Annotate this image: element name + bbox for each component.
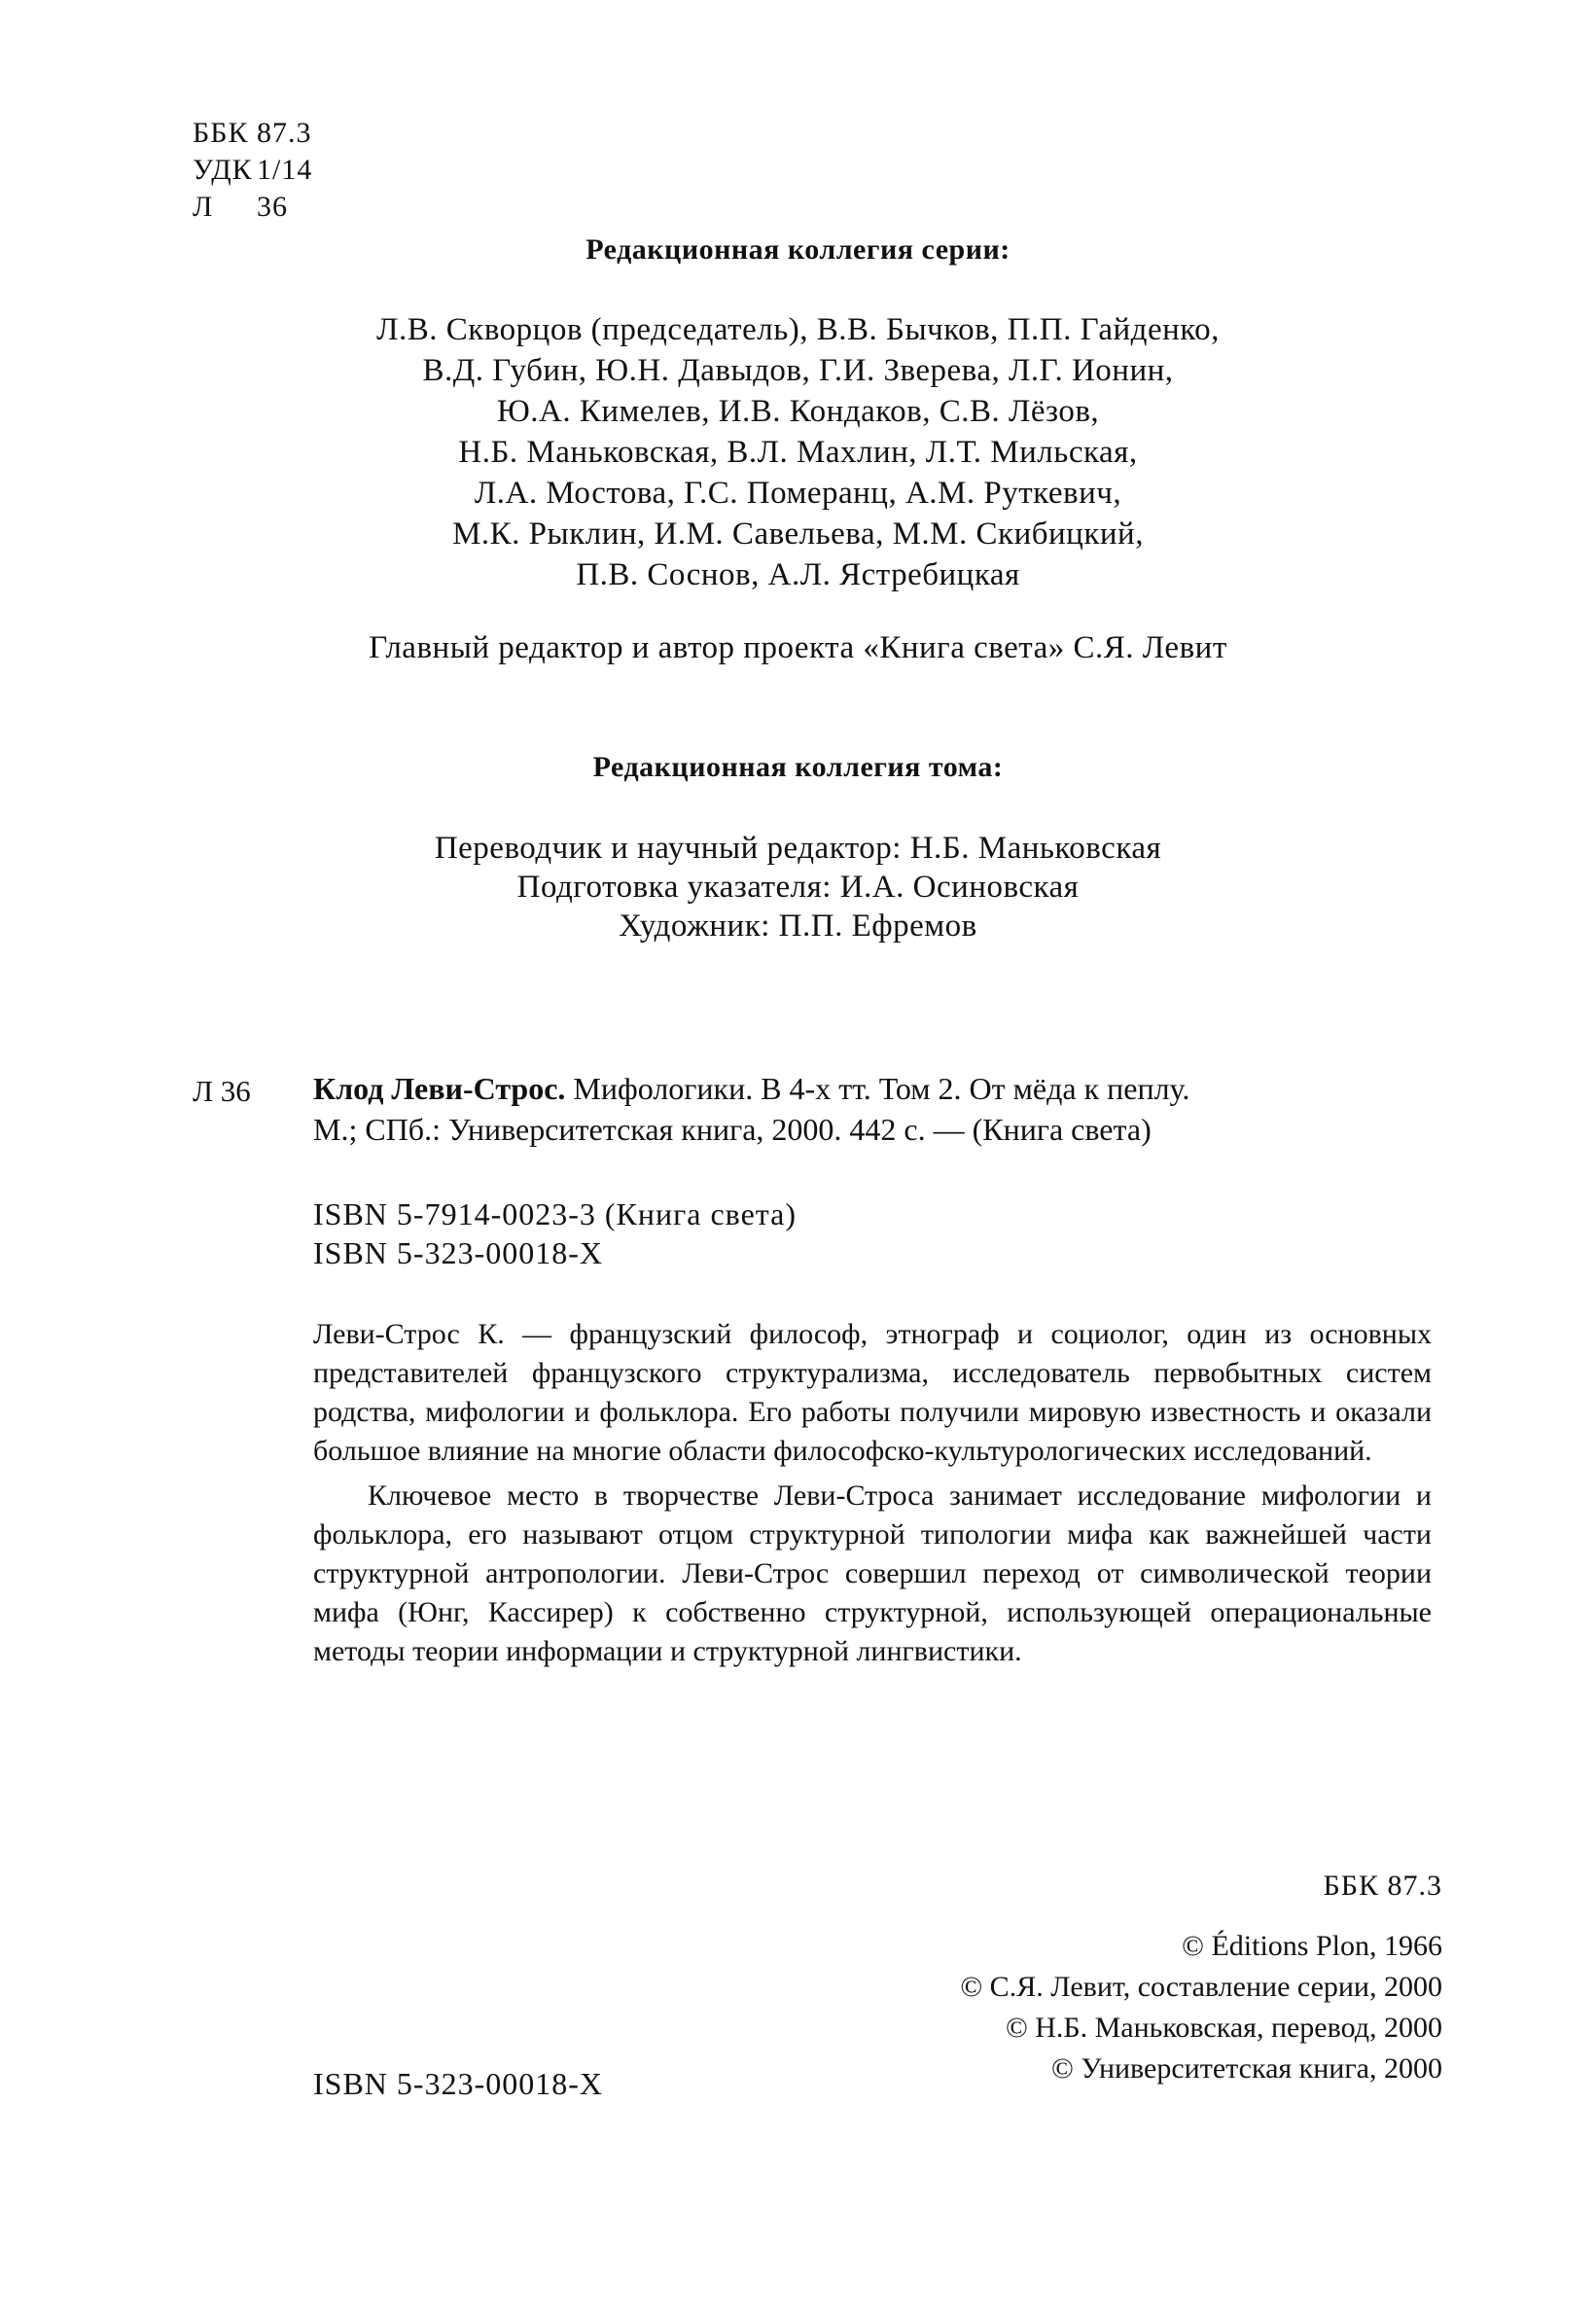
classification-value: 36 [257,191,288,223]
classification-codes [193,115,312,226]
volume-board-line: Художник: П.П. Ефремов [619,909,977,944]
copyright-line: © С.Я. Левит, составление серии, 2000 [960,1971,1442,2003]
series-board-line: М.К. Рыклин, И.М. Савельева, М.М. Скибицкий, [452,517,1144,552]
isbn-list [313,1194,797,1272]
classification-value: 1/14 [257,154,313,186]
catalog-title-line [313,1068,1189,1109]
copyright-notices [960,1926,1442,2089]
copyright-line: © Н.Б. Маньковская, перевод, 2000 [1005,2012,1442,2044]
isbn-bottom: ISBN 5-323-00018-X [313,2066,603,2101]
annotation-paragraph: Ключевое место в творчестве Леви-Строса занимает исследование мифологии и фольклора, его называют отцом структурной типологии мифа как важнейшей части структурной антропологии. Леви-Строс совершил переход от символической теории мифа (Юнг, Кассирер) к собственно структурной, использующей операциональные методы теории информации и структурной лингвистики. [313,1479,1432,1667]
classification-row-udk [193,152,312,189]
classification-row-bbk [193,115,312,152]
series-board-members [0,309,1596,595]
series-board-line: П.В. Соснов, А.Л. Ястребицкая [576,557,1020,592]
series-board-line: Л.А. Мостова, Г.С. Померанц, А.М. Руткевич, [474,476,1122,511]
catalog-title: Мифологики. В 4-х тт. Том 2. От мёда к пеплу. [573,1071,1190,1106]
classification-key: ББК [193,117,249,149]
classification-key: УДК [193,154,253,186]
classification-row-author-mark [193,189,312,226]
series-board-line: Л.В. Скворцов (председатель), В.В. Бычков, П.П. Гайденко, [376,312,1220,347]
isbn-line: ISBN 5-323-00018-X [313,1235,603,1270]
chief-editor-line: Главный редактор и автор проекта «Книга света» С.Я. Левит [369,630,1227,665]
copyright-line: © Éditions Plon, 1966 [1182,1930,1442,1962]
annotation [313,1315,1432,1671]
catalog-imprint: М.; СПб.: Университетская книга, 2000. 442 с. — (Книга света) [313,1112,1152,1147]
isbn-line: ISBN 5-7914-0023-3 (Книга света) [313,1196,798,1231]
series-board-heading: Редакционная коллегия серии: [585,233,1011,266]
volume-board-line: Переводчик и научный редактор: Н.Б. Маньковская [434,831,1162,866]
volume-board-line: Подготовка указателя: И.А. Осиновская [516,870,1080,905]
series-board-line: В.Д. Губин, Ю.Н. Давыдов, Г.И. Зверева, Л.Г. Ионин, [422,353,1174,388]
annotation-paragraph: Леви-Строс К. — французский философ, этнограф и социолог, один из основных представителей французского структурализма, исследователь первобытных систем родства, мифологии и фольклора. Его работы получили мировую известность и оказали большое влияние на многие области философско-культурологических исследований. [313,1318,1432,1467]
catalog-author: Клод Леви-Строс. [313,1071,566,1106]
series-board-line: Ю.А. Кимелев, И.В. Кондаков, С.В. Лёзов, [496,394,1100,429]
catalog-code: Л 36 [193,1074,251,1108]
classification-key: Л [193,191,214,223]
catalog-entry [313,1068,1189,1150]
series-board-line: Н.Б. Маньковская, В.Л. Махлин, Л.Т. Мильская, [458,435,1138,470]
classification-value: 87.3 [257,117,312,149]
volume-board-members [0,829,1596,945]
volume-board-heading: Редакционная коллегия тома: [592,751,1004,783]
bbk-code-bottom: ББК 87.3 [1323,1870,1442,1902]
copyright-line: © Университетская книга, 2000 [1051,2052,1442,2085]
